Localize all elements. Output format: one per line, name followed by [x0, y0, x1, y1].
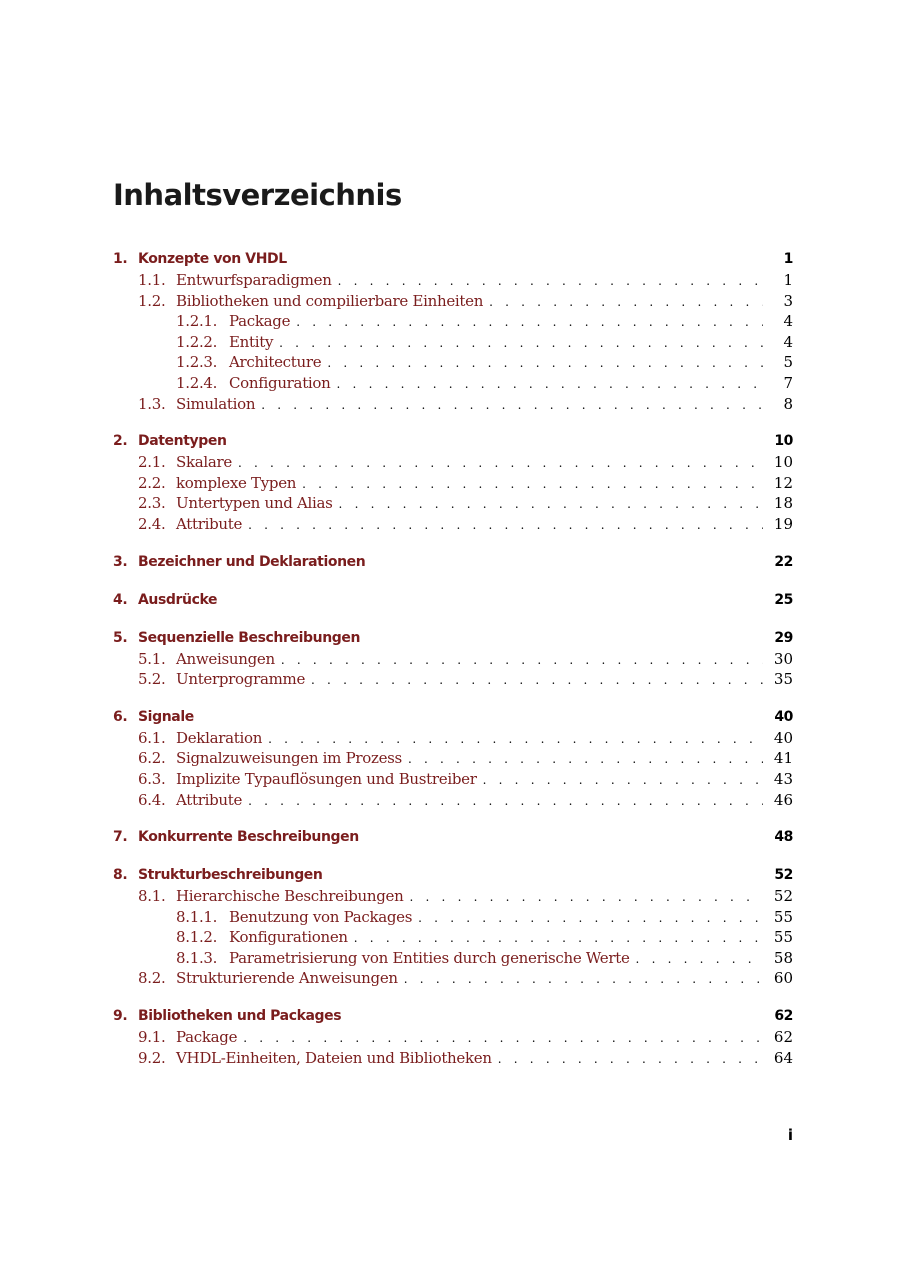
toc-entry-link[interactable]: [113, 927, 793, 948]
entry-number: 2.3.: [138, 494, 166, 513]
entry-page: 4: [783, 312, 793, 331]
entry-page: 55: [773, 907, 793, 926]
chapter-page: 25: [774, 591, 793, 608]
entry-title: Parametrisierung von Entities durch generische Werte: [229, 948, 630, 967]
entry-page: 30: [773, 649, 793, 668]
chapter-page: 1: [783, 251, 793, 267]
dot-leader: [337, 374, 763, 395]
toc-entry-link[interactable]: [113, 473, 793, 494]
dot-leader: [338, 271, 763, 292]
dot-leader: [243, 1028, 763, 1049]
toc-entry-link[interactable]: [113, 886, 793, 907]
toc-entry-link[interactable]: [113, 352, 793, 373]
entry-title: komplexe Typen: [176, 473, 297, 492]
entry-title: Simulation: [176, 394, 256, 413]
chapter-title: Bibliotheken und Packages: [138, 1008, 342, 1025]
toc-entry-link[interactable]: [113, 270, 793, 291]
dot-leader: [489, 292, 763, 313]
entry-number: 8.2.: [138, 969, 166, 988]
entry-number: 5.1.: [138, 649, 166, 668]
toc-entry-link[interactable]: [113, 452, 793, 473]
toc-entry-link[interactable]: [113, 311, 793, 332]
chapter-number: 2.: [113, 433, 128, 450]
chapter-title: Bezeichner und Deklarationen: [138, 553, 366, 570]
toc-chapter: [113, 552, 793, 573]
chapter-page: 52: [774, 867, 793, 884]
entry-number: 1.3.: [138, 394, 166, 413]
toc-chapter-link[interactable]: [113, 552, 793, 573]
toc-chapter: [113, 249, 793, 414]
dot-leader: [296, 312, 763, 333]
toc-chapter-link[interactable]: [113, 827, 793, 848]
entry-page: 12: [773, 473, 793, 492]
chapter-title: Ausdrücke: [138, 591, 218, 608]
chapter-page: 22: [774, 553, 793, 570]
entry-page: 35: [773, 670, 793, 689]
toc-chapter-link[interactable]: [113, 249, 793, 270]
entry-number: 9.2.: [138, 1048, 166, 1067]
entry-page: 60: [773, 969, 793, 988]
dot-leader: [354, 928, 763, 949]
entry-title: Attribute: [176, 790, 243, 809]
entry-title: Strukturierende Anweisungen: [176, 969, 398, 988]
dot-leader: [327, 353, 763, 374]
toc-chapter: [113, 628, 793, 690]
dot-leader: [268, 729, 763, 750]
chapter-title: Konzepte von VHDL: [138, 251, 287, 267]
chapter-title: Sequenzielle Beschreibungen: [138, 629, 361, 646]
chapter-number: 4.: [113, 591, 128, 608]
entry-title: Hierarchische Beschreibungen: [176, 887, 404, 906]
entry-title: Deklaration: [176, 728, 263, 747]
entry-number: 6.1.: [138, 728, 166, 747]
chapter-number: 7.: [113, 829, 128, 846]
toc-entry-link[interactable]: [113, 728, 793, 749]
entry-number: 1.2.2.: [176, 332, 218, 351]
toc-entry-link[interactable]: [113, 493, 793, 514]
toc-chapter-link[interactable]: [113, 865, 793, 886]
toc-chapter: [113, 827, 793, 848]
chapter-number: 5.: [113, 629, 128, 646]
entry-page: 7: [783, 373, 793, 392]
toc-entry-link[interactable]: [113, 373, 793, 394]
toc-entry-link[interactable]: [113, 948, 793, 969]
entry-page: 41: [773, 749, 793, 768]
chapter-number: 1.: [113, 251, 128, 267]
chapter-page: 62: [774, 1008, 793, 1025]
toc-entry-link[interactable]: [113, 332, 793, 353]
toc-chapter: [113, 1006, 793, 1068]
entry-title: Entwurfsparadigmen: [176, 271, 332, 289]
table-of-contents: [113, 249, 793, 1085]
entry-page: 8: [783, 394, 793, 413]
entry-number: 1.2.1.: [176, 312, 218, 331]
entry-title: Benutzung von Packages: [229, 907, 413, 926]
entry-page: 1: [783, 271, 793, 289]
toc-entry-link[interactable]: [113, 1027, 793, 1048]
dot-leader: [238, 453, 763, 474]
entry-number: 2.2.: [138, 473, 166, 492]
chapter-title: Datentypen: [138, 433, 227, 450]
toc-chapter: [113, 590, 793, 611]
dot-leader: [302, 474, 763, 495]
chapter-title: Strukturbeschreibungen: [138, 867, 323, 884]
entry-title: Architecture: [229, 353, 322, 372]
toc-entry-link[interactable]: [113, 514, 793, 535]
toc-entry-link[interactable]: [113, 1048, 793, 1069]
entry-title: Bibliotheken und compilierbare Einheiten: [176, 291, 484, 310]
entry-page: 3: [783, 291, 793, 310]
entry-page: 43: [773, 769, 793, 788]
entry-page: 19: [773, 514, 793, 533]
dot-leader: [281, 650, 763, 671]
entry-number: 8.1.2.: [176, 928, 218, 947]
dot-leader: [418, 908, 763, 929]
toc-entry-link[interactable]: [113, 649, 793, 670]
dot-leader: [408, 749, 763, 770]
entry-title: VHDL-Einheiten, Dateien und Bibliotheken: [176, 1048, 492, 1067]
entry-page: 58: [773, 948, 793, 967]
chapter-number: 9.: [113, 1008, 128, 1025]
chapter-number: 6.: [113, 708, 128, 725]
entry-title: Implizite Typauflösungen und Bustreiber: [176, 769, 477, 788]
entry-page: 18: [773, 494, 793, 513]
dot-leader: [248, 515, 763, 536]
entry-title: Konfigurationen: [229, 928, 348, 947]
entry-number: 1.2.4.: [176, 373, 218, 392]
entry-title: Entity: [229, 332, 274, 351]
entry-number: 2.4.: [138, 514, 166, 533]
entry-title: Attribute: [176, 514, 243, 533]
toc-chapter-link[interactable]: [113, 431, 793, 452]
entry-number: 8.1.: [138, 887, 166, 906]
dot-leader: [311, 670, 763, 691]
dot-leader: [409, 887, 763, 908]
entry-page: 55: [773, 928, 793, 947]
entry-title: Untertypen und Alias: [176, 494, 333, 513]
entry-page: 64: [773, 1048, 793, 1067]
dot-leader: [404, 969, 763, 990]
chapter-page: 48: [774, 829, 793, 846]
entry-title: Skalare: [176, 453, 232, 472]
toc-entry-link[interactable]: [113, 907, 793, 928]
entry-title: Package: [229, 312, 291, 331]
dot-leader: [261, 395, 763, 416]
dot-leader: [279, 333, 763, 354]
entry-page: 40: [773, 728, 793, 747]
toc-chapter: [113, 865, 793, 989]
dot-leader: [636, 949, 763, 970]
chapter-number: 8.: [113, 867, 128, 884]
entry-number: 8.1.3.: [176, 948, 218, 967]
entry-page: 52: [773, 887, 793, 906]
toc-entry-link[interactable]: [113, 790, 793, 811]
chapter-title: Konkurrente Beschreibungen: [138, 829, 359, 846]
chapter-title: Signale: [138, 708, 194, 725]
entry-page: 4: [783, 332, 793, 351]
dot-leader: [498, 1049, 763, 1070]
toc-entry-link[interactable]: [113, 968, 793, 989]
toc-chapter-link[interactable]: [113, 628, 793, 649]
entry-title: Configuration: [229, 373, 331, 392]
entry-number: 1.2.: [138, 291, 166, 310]
entry-page: 62: [773, 1028, 793, 1047]
entry-page: 46: [773, 790, 793, 809]
toc-entry-link[interactable]: [113, 291, 793, 312]
chapter-number: 3.: [113, 553, 128, 570]
toc-entry-link[interactable]: [113, 748, 793, 769]
entry-page: 10: [773, 453, 793, 472]
toc-chapter-link[interactable]: [113, 707, 793, 728]
entry-title: Unterprogramme: [176, 670, 306, 689]
entry-number: 2.1.: [138, 453, 166, 472]
toc-chapter-link[interactable]: [113, 1006, 793, 1027]
entry-number: 1.2.3.: [176, 353, 218, 372]
entry-number: 5.2.: [138, 670, 166, 689]
entry-title: Anweisungen: [176, 649, 275, 668]
entry-title: Signalzuweisungen im Prozess: [176, 749, 402, 768]
entry-number: 6.2.: [138, 749, 166, 768]
entry-page: 5: [783, 353, 793, 372]
chapter-page: 10: [774, 433, 793, 450]
dot-leader: [339, 494, 763, 515]
entry-number: 9.1.: [138, 1028, 166, 1047]
entry-number: 8.1.1.: [176, 907, 218, 926]
chapter-page: 29: [774, 629, 793, 646]
entry-number: 6.4.: [138, 790, 166, 809]
toc-entry-link[interactable]: [113, 769, 793, 790]
entry-title: Package: [176, 1028, 238, 1047]
toc-chapter-link[interactable]: [113, 590, 793, 611]
toc-chapter: [113, 707, 793, 810]
chapter-page: 40: [774, 708, 793, 725]
toc-entry-link[interactable]: [113, 669, 793, 690]
toc-entry-link[interactable]: [113, 394, 793, 415]
page-number: i: [787, 1126, 793, 1144]
entry-number: 6.3.: [138, 769, 166, 788]
dot-leader: [248, 791, 763, 812]
toc-chapter: [113, 431, 793, 534]
dot-leader: [483, 770, 763, 791]
page-title: Inhaltsverzeichnis: [113, 178, 402, 212]
entry-number: 1.1.: [138, 271, 166, 289]
